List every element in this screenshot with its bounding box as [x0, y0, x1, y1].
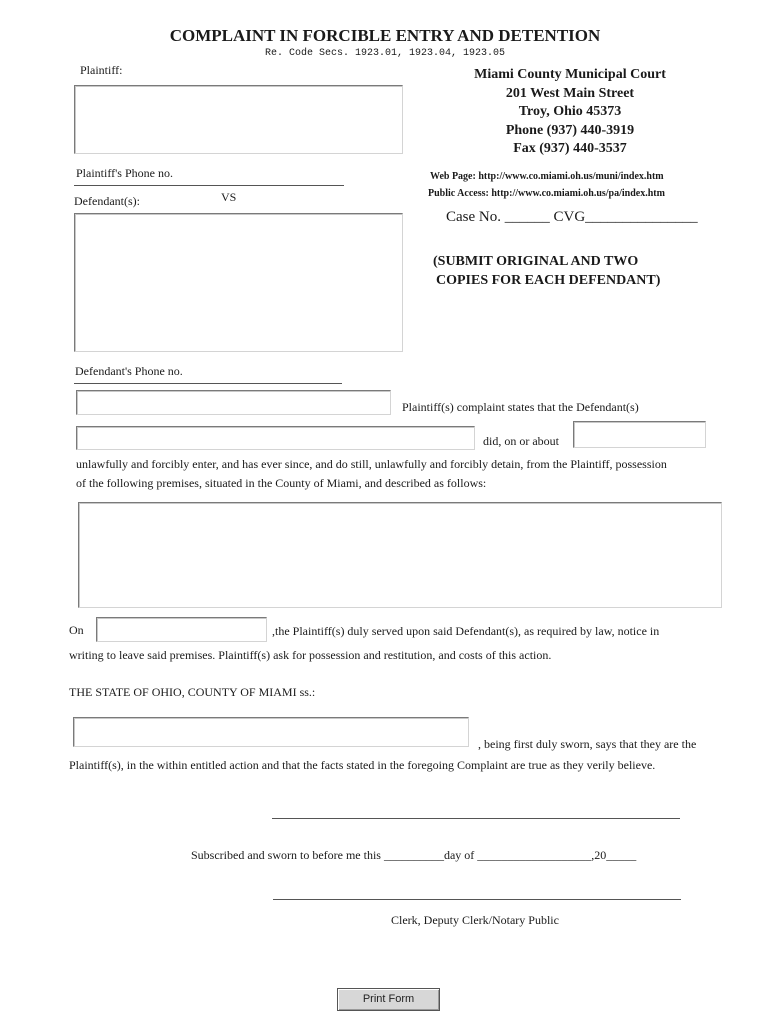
court-info: [420, 66, 720, 159]
defendant-name-field[interactable]: [76, 390, 391, 415]
complaint-states-label: Plaintiff(s) complaint states that the Defendant(s): [402, 400, 639, 414]
plaintiff-field[interactable]: [74, 85, 403, 154]
document-title: COMPLAINT IN FORCIBLE ENTRY AND DETENTION: [169, 26, 601, 45]
state-county-label: THE STATE OF OHIO, COUNTY OF MIAMI ss.:: [69, 685, 316, 699]
court-fax: Fax (937) 440-3537: [513, 141, 627, 156]
court-address: 201 West Main Street: [505, 85, 635, 101]
case-number: Case No. ______ CVG_______________: [446, 209, 698, 225]
on-label: On: [69, 623, 84, 637]
print-form-button[interactable]: Print Form: [337, 988, 440, 1011]
court-web-page: Web Page: http://www.co.miami.oh.us/muni/index.htm: [430, 171, 664, 182]
court-city: Troy, Ohio 45373: [518, 104, 622, 119]
premises-description-field[interactable]: [78, 502, 722, 608]
plaintiff-phone-label: Plaintiff's Phone no.: [76, 166, 173, 180]
code-reference: Re. Code Secs. 1923.01, 1923.04, 1923.05: [264, 48, 506, 59]
plaintiff-label: Plaintiff:: [80, 63, 123, 77]
instructions-line-1: (SUBMIT ORIGINAL AND TWO: [433, 254, 639, 269]
plaintiff-phone-line[interactable]: [74, 185, 344, 186]
date-of-entry-field[interactable]: [573, 421, 706, 448]
defendant-phone-label: Defendant's Phone no.: [75, 364, 183, 378]
submit-instructions: [433, 252, 660, 290]
clerk-signature-line[interactable]: [273, 899, 681, 900]
service-date-field[interactable]: [96, 617, 267, 642]
defendant-label: Defendant(s):: [74, 194, 140, 208]
served-line-2: writing to leave said premises. Plaintiff(s) ask for possession and restitution, and costs of this action.: [69, 648, 552, 662]
served-line-1: ,the Plaintiff(s) duly served upon said Defendant(s), as required by law, notice in: [272, 624, 660, 638]
affiant-name-field[interactable]: [73, 717, 469, 747]
did-on-or-about-label: did, on or about: [483, 434, 559, 448]
instructions-line-2: COPIES FOR EACH DEFENDANT): [436, 273, 661, 288]
sworn-line-1: , being first duly sworn, says that they are the: [478, 737, 697, 751]
court-name: Miami County Municipal Court: [474, 67, 666, 82]
plaintiff-signature-line[interactable]: [272, 818, 680, 819]
paragraph-1-line-1: unlawfully and forcibly enter, and has ever since, and do still, unlawfully and forcibly detain, from the Plaintiff, possession: [76, 457, 667, 471]
clerk-label: Clerk, Deputy Clerk/Notary Public: [391, 913, 559, 927]
defendant-phone-line[interactable]: [74, 383, 342, 384]
versus-label: VS: [221, 190, 237, 204]
court-phone: Phone (937) 440-3919: [505, 122, 635, 138]
defendant-name-field-2[interactable]: [76, 426, 475, 450]
defendant-field[interactable]: [74, 213, 403, 352]
court-public-access: Public Access: http://www.co.miami.oh.us/pa/index.htm: [428, 188, 665, 199]
subscribed-sworn-text: Subscribed and sworn to before me this __________day of ___________________,20_____: [191, 848, 637, 862]
sworn-line-2: Plaintiff(s), in the within entitled action and that the facts stated in the foregoing Complaint are true as they verily believe.: [69, 758, 656, 772]
paragraph-1-line-2: of the following premises, situated in the County of Miami, and described as follows:: [76, 476, 487, 490]
